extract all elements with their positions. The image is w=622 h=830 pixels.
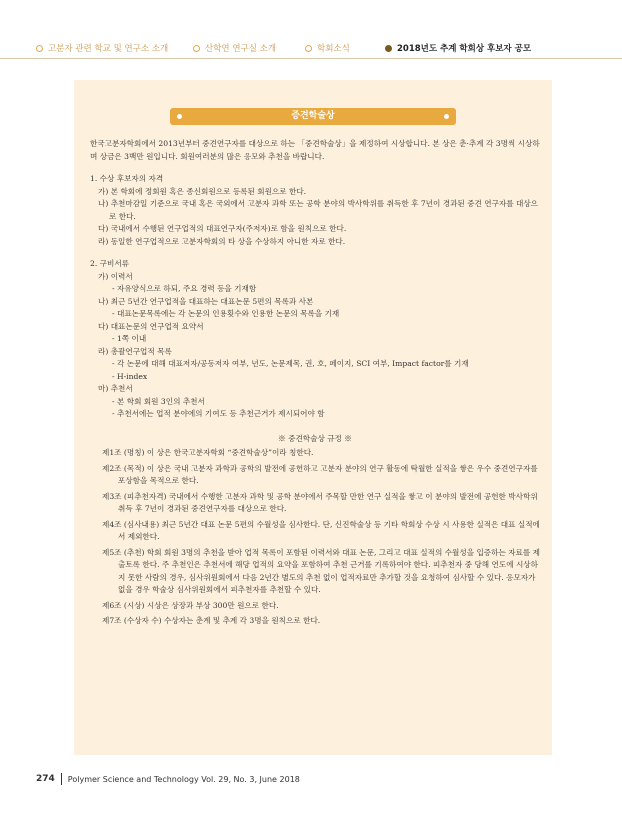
bullet-icon xyxy=(444,114,449,119)
rule-article: 제7조 (수상자 수) 수상자는 춘계 및 추계 각 3명을 원칙으로 한다. xyxy=(102,616,321,625)
nav-item-award-call[interactable]: 2018년도 추계 학회상 후보자 공모 xyxy=(385,42,531,54)
footer-divider xyxy=(61,773,62,785)
rule-article: 제3조 (피추천자격) 국내에서 수행한 고분자 과학 및 공학 분야에서 주목할 만한 연구 실적을 쌓고 이 분야의 발전에 공헌한 박사학위 취득 후 7년이 경과된 중견연구자를 대상으로 한다. xyxy=(102,491,538,513)
eligibility-item: 나) 추천마감일 기준으로 국내 혹은 국외에서 고분자 과학 또는 공학 분야의 박사학위를 취득한 후 7년이 경과된 중견 연구자를 대상으로 한다. xyxy=(98,199,539,221)
eligibility-item: 가) 본 학회에 정회원 혹은 종신회원으로 등록된 회원으로 한다. xyxy=(98,186,307,196)
documents-subitem: - 자유양식으로 하되, 주요 경력 등을 기재함 xyxy=(112,284,257,293)
rules-heading: ※ 중견학술상 규정 ※ xyxy=(278,433,352,443)
bullet-icon xyxy=(177,114,182,119)
documents-subitem: - H-index xyxy=(112,371,148,381)
documents-item: 나) 최근 5년간 연구업적을 대표하는 대표논문 5편의 목록과 사본 xyxy=(98,296,314,306)
documents-item: 라) 총괄연구업적 목록 xyxy=(98,346,172,356)
eligibility-item: 라) 동일한 연구업적으로 고분자학회의 타 상을 수상하지 아니한 자로 한다. xyxy=(98,236,346,246)
documents-subitem: - 각 논문에 대해 대표저자/공동저자 여부, 년도, 논문제목, 권, 호, 페이지, SCI 여부, Impact factor를 기재 xyxy=(112,359,469,368)
circle-icon xyxy=(305,45,312,52)
circle-icon xyxy=(36,45,43,52)
document-body xyxy=(90,138,540,631)
documents-subitem: - 1쪽 이내 xyxy=(112,334,147,343)
documents-item: 마) 추천서 xyxy=(98,384,133,393)
rule-article: 제4조 (심사내용) 최근 5년간 대표 논문 5편의 수월성을 심사한다. 단, 신진학술상 등 기타 학회상 수상 시 사용한 실적은 대표 실적에서 제외한다. xyxy=(102,519,540,541)
intro-paragraph: 한국고분자학회에서 2013년부터 중견연구자를 대상으로 하는 「중견학술상」을 제정하여 시상합니다. 본 상은 춘·추계 각 3명씩 시상하며 상금은 3백만 원입니다. 회원여러분의 많은 응모와 추천을 바랍니다. xyxy=(90,139,540,161)
eligibility-item: 다) 국내에서 수행된 연구업적의 대표연구자(주저자)로 함을 원칙으로 한다. xyxy=(98,224,347,233)
page-number: 274 xyxy=(36,774,55,784)
documents-subitem: - 추천서에는 업적 분야에의 기여도 등 추천근거가 제시되어야 함 xyxy=(112,409,325,418)
rule-article: 제2조 (목적) 이 상은 국내 고분자 과학과 공학의 발전에 공헌하고 고분자 분야의 연구 활동에 탁월한 실적을 쌓은 우수 중견연구자를 포상함을 목적으로 한다. xyxy=(102,463,538,485)
nav-divider xyxy=(0,58,622,59)
content-panel xyxy=(74,80,552,755)
documents-item: 다) 대표논문의 연구업적 요약서 xyxy=(98,321,204,331)
journal-citation: Polymer Science and Technology Vol. 29, No. 3, June 2018 xyxy=(67,774,300,784)
documents-subitem: - 본 학회 회원 3인의 추천서 xyxy=(112,396,205,406)
nav-item-institutes[interactable]: 고분자 관련 학교 및 연구소 소개 xyxy=(36,42,168,54)
section-title: 증견학술상 xyxy=(291,111,335,121)
eligibility-heading: 1. 수상 후보자의 자격 xyxy=(90,174,164,183)
rule-article: 제6조 (시상) 시상은 상장과 부상 300만 원으로 한다. xyxy=(102,600,279,610)
rule-article: 제1조 (명칭) 이 상은 한국고분자학회 “중견학술상”이라 칭한다. xyxy=(102,448,314,457)
nav-item-labs[interactable]: 산학연 연구실 소개 xyxy=(193,42,276,54)
page-footer xyxy=(36,773,300,785)
rule-article: 제5조 (추천) 학회 회원 3명의 추천을 받아 업적 목록이 포함된 이력서와 대표 논문, 그리고 대표 실적의 수월성을 입증하는 자료를 제출토록 한다. 주 추천인은 추천서에 해당 업적의 요약을 포함하여 추천 근거를 기록하여야 한다. 피추천자 중 당해 연도에 시상하지 못한 사람의 경우, 심사위원회에서 다음 2년간 별도의 추천 없이 업적자료만 추가할 것을 요청하여 심사할 수 있다. 응모자가 없을 경우 학술상 심사위원회에서 피추천자를 추천할 수 있다. xyxy=(102,547,540,594)
documents-subitem: - 대표논문목록에는 각 논문의 인용횟수와 인용한 논문의 목록을 기재 xyxy=(112,309,340,318)
top-navigation xyxy=(0,36,622,62)
nav-item-news[interactable]: 학회소식 xyxy=(305,42,350,54)
documents-heading: 2. 구비서류 xyxy=(90,259,130,268)
filled-circle-icon xyxy=(385,45,392,52)
circle-icon xyxy=(193,45,200,52)
documents-item: 가) 이력서 xyxy=(98,271,133,281)
section-title-bar xyxy=(170,108,456,125)
